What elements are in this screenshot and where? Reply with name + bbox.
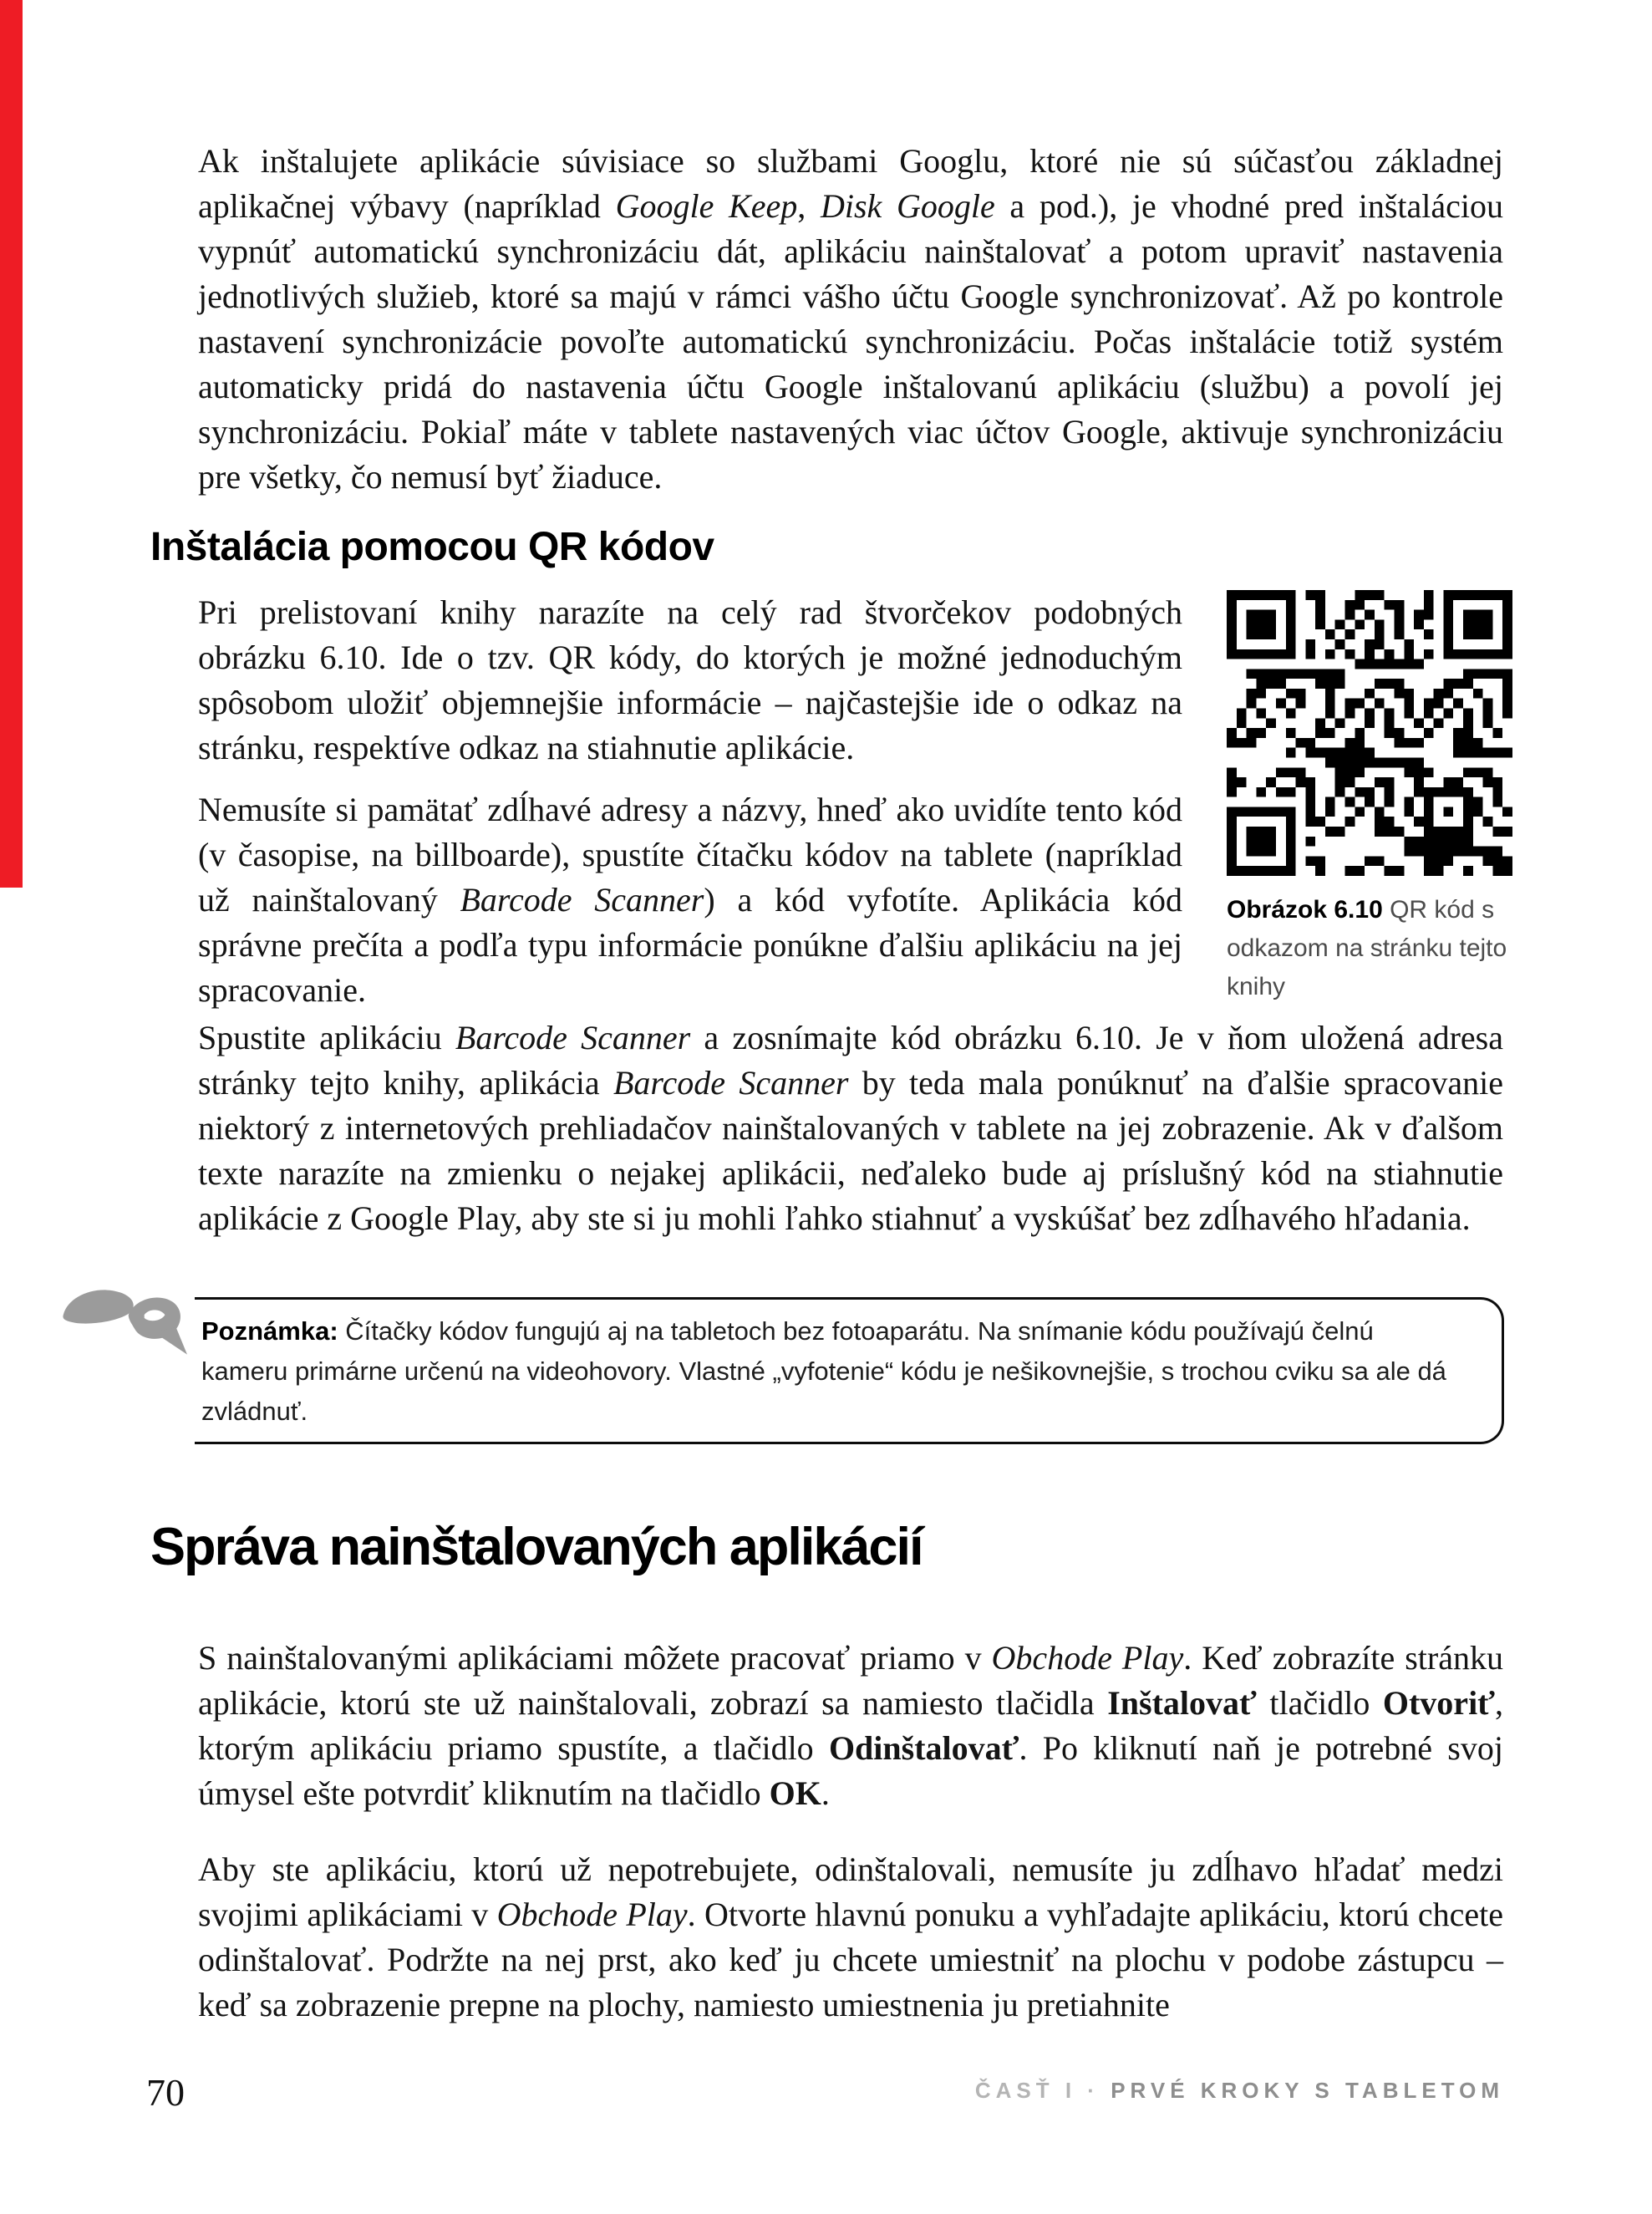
running-footer — [975, 2076, 1504, 2105]
note-label: Poznámka: — [201, 1316, 338, 1346]
note-box — [195, 1297, 1504, 1444]
page-number: 70 — [146, 2071, 185, 2114]
footer-part-label: ČASŤ I — [974, 2078, 1077, 2103]
chapter-bleed-tab — [0, 0, 23, 888]
qr-code-image — [1227, 588, 1512, 878]
note-text: Čítačky kódov fungujú aj na tabletoch bez fotoaparátu. Na snímanie kódu používajú čelnú kameru primárne určenú na videohovory. Vlastné „vyfotenie“ kódu je nešikovnejšie, s trochou cviku sa ale dá zvládnuť. — [201, 1316, 1446, 1426]
footer-separator2 — [1100, 2078, 1111, 2103]
footer-separator — [1076, 2078, 1087, 2103]
paragraph-qr-intro: Pri prelistovaní knihy narazíte na celý rad štvorčekov podobných obrázku 6.10. Ide o tzv. QR kódy, do ktorých je možné jednoduchým spôsobom uložiť objemnejšie informácie – najčastejšie ide o odkaz na stránku, respektíve odkaz na stiahnutie aplikácie. — [198, 593, 1191, 766]
paragraph-qr-scan: Spustite aplikáciu Barcode Scanner a zosnímajte kód obrázku 6.10. Je v ňom uložená adresa stránky tejto knihy, aplikácia Barcode Scanner by teda mala ponúknuť na ďalšie spracovanie niektorý z internetových prehliadačov nainštalovaných v tablete na jej zobrazenie. Ak v ďalšom texte narazíte na zmienku o nejakej aplikácii, neďaleko bude aj príslušný kód na stiahnutie aplikácie z Google Play, aby ste si ju mohli ľahko stiahnuť a vyskúšať bez zdĺhavého hľadania. — [198, 1019, 1512, 1237]
paragraph-manage-uninstall: Aby ste aplikáciu, ktorú už nepotrebujete, odinštalovali, nemusíte ju zdĺhavo hľadať medzi svojimi aplikáciami v Obchode Play. Otvorte hlavnú ponuku a vyhľadajte aplikáciu, ktorú chcete odinštalovať. Podržte na nej prst, ako keď ju chcete umiestniť na plochu v podobe zástupcu – keď sa zobrazenie prepne na plochy, namiesto umiestnenia ju pretiahnite — [198, 1850, 1512, 2023]
figure-qr — [1227, 588, 1512, 1006]
paragraph-sync-intro: Ak inštalujete aplikácie súvisiace so službami Googlu, ktoré nie sú súčasťou základnej aplikačnej výbavy (napríklad Google Keep, Disk Google a pod.), je vhodné pred inštaláciou vypnúť automatickú synchronizáciu dát, aplikáciu nainštalovať a potom upraviť nastavenia jednotlivých služieb, ktoré sa majú v rámci vášho účtu Google synchronizovať. Až po kontrole nastavení synchronizácie povoľte automatickú synchronizáciu. Počas inštalácie totiž systém automaticky pridá do nastavenia účtu Google inštalovanú aplikáciu (službu) a povolí jej synchronizáciu. Pokiaľ máte v tablete nastavených viac účtov Google, aktivuje synchronizáciu pre všetky, čo nemusí byť žiaduce. — [198, 142, 1512, 496]
quill-pen-icon — [60, 1274, 187, 1391]
footer-book-title: PRVÉ KROKY S TABLETOM — [1111, 2078, 1504, 2103]
figure-caption-label: Obrázok 6.10 — [1227, 896, 1383, 924]
figure-caption-text: QR kód s odkazom na stránku tejto knihy — [1227, 896, 1507, 1000]
figure-caption — [1227, 891, 1512, 1006]
footer-separator-dot: · — [1087, 2078, 1100, 2103]
paragraph-manage-store: S nainštalovanými aplikáciami môžete pracovať priamo v Obchode Play. Keď zobrazíte stránku aplikácie, ktorú ste už nainštalovali, zobrazí sa namiesto tlačidla Inštalovať tlačidlo Otvoriť, ktorým aplikáciu priamo spustíte, a tlačidlo Odinštalovať. Po kliknutí naň je potrebné svoj úmysel ešte potvrdiť kliknutím na tlačidlo OK. — [198, 1639, 1512, 1812]
section-heading-qr: Inštalácia pomocou QR kódov — [150, 525, 714, 569]
paragraph-qr-reader: Nemusíte si pamätať zdĺhavé adresy a názvy, hneď ako uvidíte tento kód (v časopise, na billboarde), spustíte čítačku kódov na tablete (napríklad už nainštalovaný Barcode Scanner) a kód vyfotíte. Aplikácia kód správne prečíta a podľa typu informácie ponúkne ďalšiu aplikáciu na jej spracovanie. — [198, 791, 1191, 1009]
section-heading-manage: Správa nainštalovaných aplikácií — [150, 1518, 923, 1576]
